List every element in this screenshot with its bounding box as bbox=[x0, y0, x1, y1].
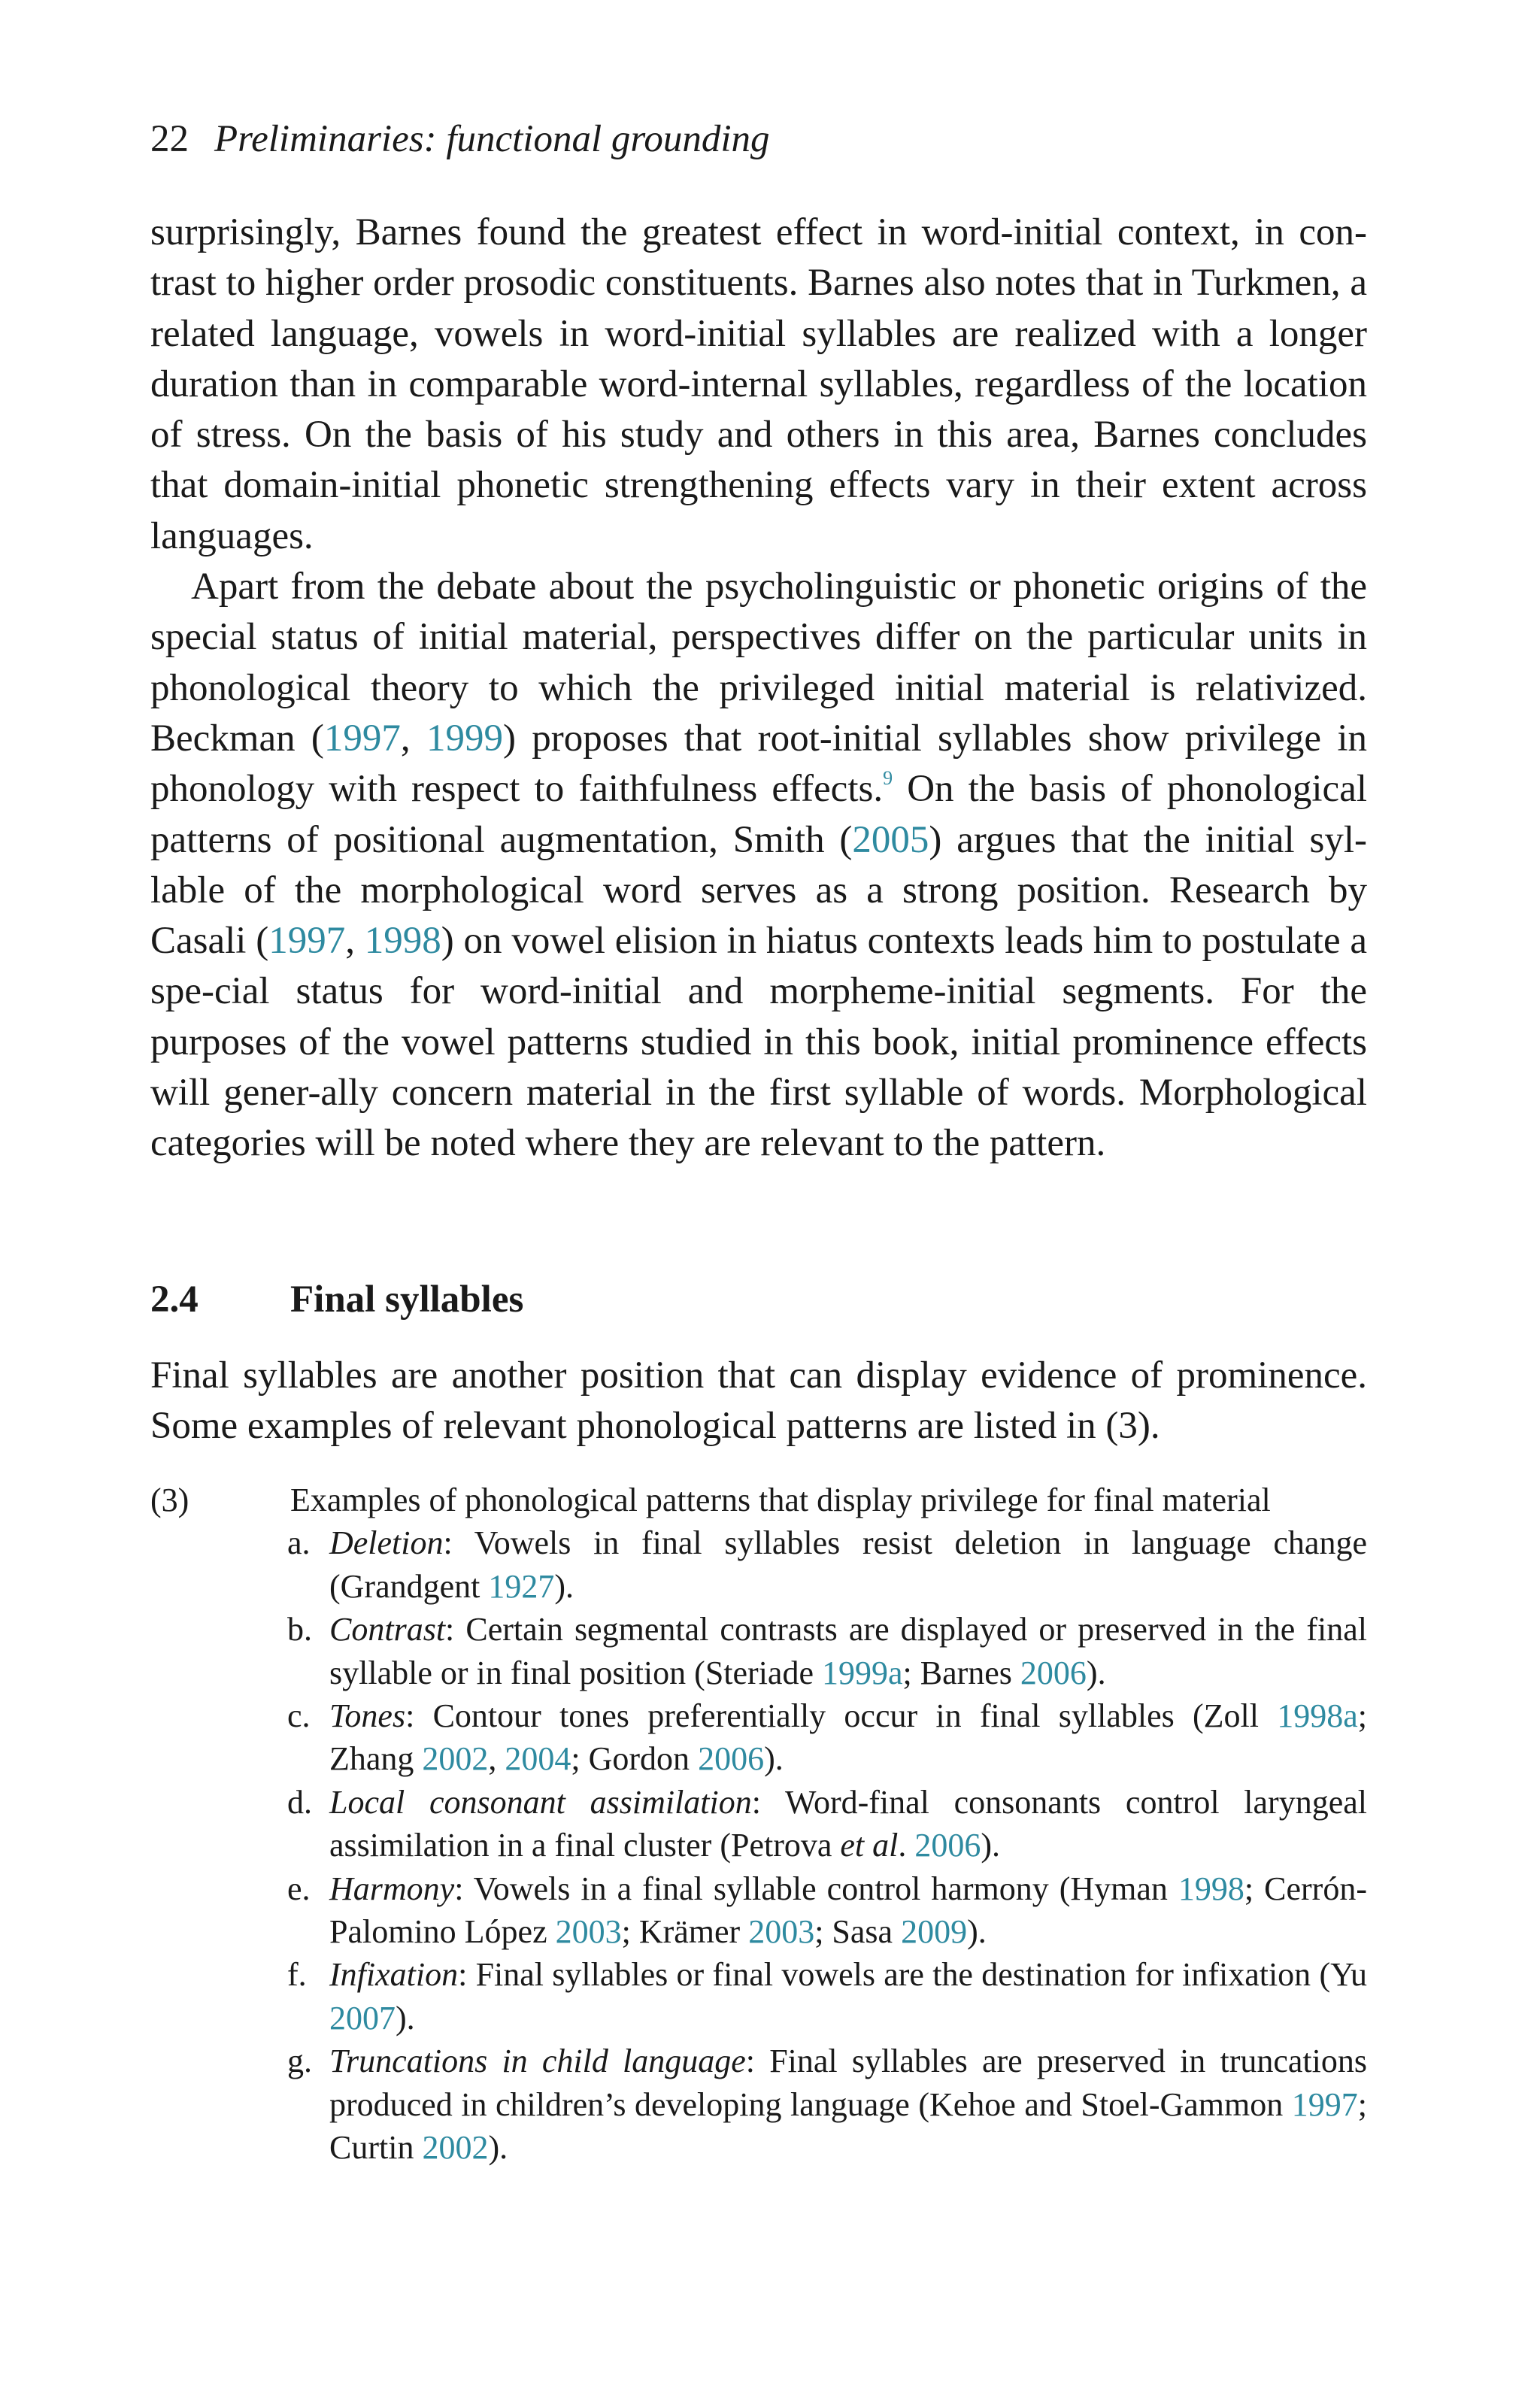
running-head-title: Preliminaries: functional grounding bbox=[214, 118, 770, 160]
paragraph-text: ) on vowel elision in hiatus contexts leads him to postulate a spe-cial status for word-initial and morpheme-initial segments. For the purposes of the vowel patterns studied in this book, initial prominence effects will gener-ally concern material in the first syllable of words. Morphological categories will be noted where they are relevant to the pattern. bbox=[150, 920, 1367, 1165]
citation-link[interactable]: 2007 bbox=[329, 1999, 396, 2037]
example-item-f bbox=[150, 1953, 1367, 2040]
example-item-a bbox=[150, 1521, 1367, 1608]
paragraph-text: ) argues that the initial syl-lable of the morphological word serves as a strong position. Research by Casali ( bbox=[150, 818, 1367, 963]
paragraph-text: , bbox=[400, 717, 426, 760]
item-text: ). bbox=[981, 1827, 1001, 1864]
paragraph-text: On the basis of phonological patterns of positional augmentation, Smith ( bbox=[150, 768, 1367, 861]
citation-link[interactable]: 2006 bbox=[698, 1740, 765, 1778]
citation-link[interactable]: 1927 bbox=[488, 1567, 555, 1605]
example-item-g bbox=[150, 2040, 1367, 2169]
item-text: ; Barnes bbox=[902, 1654, 1020, 1691]
paragraph-2 bbox=[150, 562, 1367, 1169]
item-text: : Word-final consonants control laryngeal assimilation in a final cluster (Petrova bbox=[329, 1783, 1367, 1864]
item-letter: f. bbox=[287, 1956, 307, 1994]
citation-link[interactable]: 1997 bbox=[323, 717, 401, 760]
citation-link[interactable]: 2009 bbox=[901, 1913, 968, 1951]
item-text: : Certain segmental contrasts are displayed or preserved in the final syllable or in final position (Steriade bbox=[329, 1611, 1367, 1691]
citation-link[interactable]: 2006 bbox=[1020, 1654, 1087, 1691]
item-text: ; Cerrón-Palomino López bbox=[329, 1870, 1367, 1951]
body-text bbox=[150, 208, 1367, 1169]
item-text: ). bbox=[396, 1999, 415, 2037]
item-text: ; Curtin bbox=[329, 2085, 1367, 2167]
item-letter: e. bbox=[287, 1870, 311, 1907]
item-text: : Vowels in final syllables resist deletion in language change (Grandgent bbox=[329, 1524, 1367, 1605]
citation-link[interactable]: 2005 bbox=[852, 818, 929, 861]
citation-link[interactable]: 2003 bbox=[748, 1913, 815, 1951]
example-item-c bbox=[150, 1694, 1367, 1781]
citation-link[interactable]: 1999a bbox=[821, 1654, 903, 1691]
item-text: ; Zhang bbox=[329, 1697, 1367, 1778]
example-item-d bbox=[150, 1781, 1367, 1867]
citation-link[interactable]: 1997 bbox=[1291, 2085, 1358, 2123]
citation-link[interactable]: 1997 bbox=[268, 920, 346, 963]
item-letter: c. bbox=[287, 1697, 311, 1735]
item-letter: d. bbox=[287, 1783, 312, 1821]
citation-link[interactable]: 2006 bbox=[914, 1827, 981, 1864]
item-text: ; Sasa bbox=[814, 1913, 902, 1951]
citation-link[interactable]: 1998a bbox=[1277, 1697, 1358, 1735]
item-text: ). bbox=[488, 2129, 508, 2167]
example-number: (3) bbox=[150, 1482, 189, 1518]
section-intro bbox=[150, 1351, 1367, 1452]
page-number: 22 bbox=[150, 118, 189, 160]
running-head bbox=[150, 114, 770, 164]
example-item-b bbox=[150, 1608, 1367, 1694]
citation-link[interactable]: 1998 bbox=[364, 920, 441, 963]
item-letter: a. bbox=[287, 1524, 311, 1562]
item-letter: b. bbox=[287, 1611, 312, 1648]
item-text: : Vowels in a final syllable control harmony (Hyman bbox=[454, 1870, 1178, 1907]
item-text: , bbox=[488, 1740, 505, 1778]
item-text: : Contour tones preferentially occur in final syllables (Zoll bbox=[405, 1697, 1278, 1735]
item-text: ; Krämer bbox=[621, 1913, 749, 1951]
citation-link[interactable]: 2003 bbox=[555, 1913, 622, 1951]
item-text: ). bbox=[554, 1567, 574, 1605]
paragraph-text: Final syllables are another position that can display evidence of prominence. Some examples of relevant phonological patterns are listed in (3). bbox=[150, 1354, 1367, 1448]
paragraph-text: Apart from the debate about the psycholinguistic or phonetic origins of the special status of initial material, perspectives differ on the particular units in phonological theory to which the privileged initial material is relativized. Beckman ( bbox=[150, 566, 1367, 760]
item-term: Contrast bbox=[329, 1611, 446, 1648]
paragraph-1 bbox=[150, 208, 1367, 562]
citation-link[interactable]: 2002 bbox=[422, 2129, 489, 2167]
citation-link[interactable]: 1998 bbox=[1178, 1870, 1244, 1907]
citation-link[interactable]: 2004 bbox=[505, 1740, 571, 1778]
item-text: ). bbox=[967, 1913, 987, 1951]
item-text: : Final syllables are preserved in truncations produced in children’s developing language (Kehoe and Stoel-Gammon bbox=[329, 2043, 1367, 2123]
paragraph-3 bbox=[150, 1351, 1367, 1452]
item-text: : Final syllables or final vowels are the destination for infixation (Yu bbox=[458, 1956, 1367, 1994]
item-term: Deletion bbox=[329, 1524, 444, 1562]
item-text: . bbox=[898, 1827, 915, 1864]
section-number: 2.4 bbox=[150, 1278, 199, 1321]
citation-link[interactable]: 2002 bbox=[422, 1740, 489, 1778]
item-text: ). bbox=[1086, 1654, 1106, 1691]
item-term: Truncations in child language bbox=[329, 2043, 746, 2080]
item-term: Infixation bbox=[329, 1956, 459, 1994]
section-heading bbox=[150, 1275, 523, 1324]
item-term: Local consonant assimilation bbox=[329, 1783, 752, 1821]
paragraph-text: , bbox=[345, 920, 365, 963]
example-header bbox=[150, 1479, 1367, 1521]
citation-link[interactable]: 1999 bbox=[426, 717, 503, 760]
example-title: Examples of phonological patterns that display privilege for final material bbox=[290, 1482, 1271, 1518]
item-term: Tones bbox=[329, 1697, 406, 1735]
example-3 bbox=[150, 1479, 1367, 2169]
paragraph-text: surprisingly, Barnes found the greatest effect in word-initial context, in con-trast to higher order prosodic constituents. Barnes also notes that in Turkmen, a related language, vowels in word-initial syllables are realized with a longer duration than in comparable word-internal syllables, regardless of the location of stress. On the basis of his study and others in this area, Barnes concludes that domain-initial phonetic strengthening effects vary in their extent across languages. bbox=[150, 211, 1367, 557]
section-title: Final syllables bbox=[290, 1278, 524, 1321]
paragraph-text: ) proposes that root-initial syllables show privilege in phonology with respect to faithfulness effects. bbox=[150, 717, 1368, 811]
item-etal: et al bbox=[840, 1827, 899, 1864]
item-text: ; Gordon bbox=[571, 1740, 699, 1778]
example-item-e bbox=[150, 1867, 1367, 1954]
footnote-marker[interactable]: 9 bbox=[883, 767, 893, 790]
item-letter: g. bbox=[287, 2043, 312, 2080]
item-text: ). bbox=[764, 1740, 784, 1778]
item-term: Harmony bbox=[329, 1870, 455, 1907]
